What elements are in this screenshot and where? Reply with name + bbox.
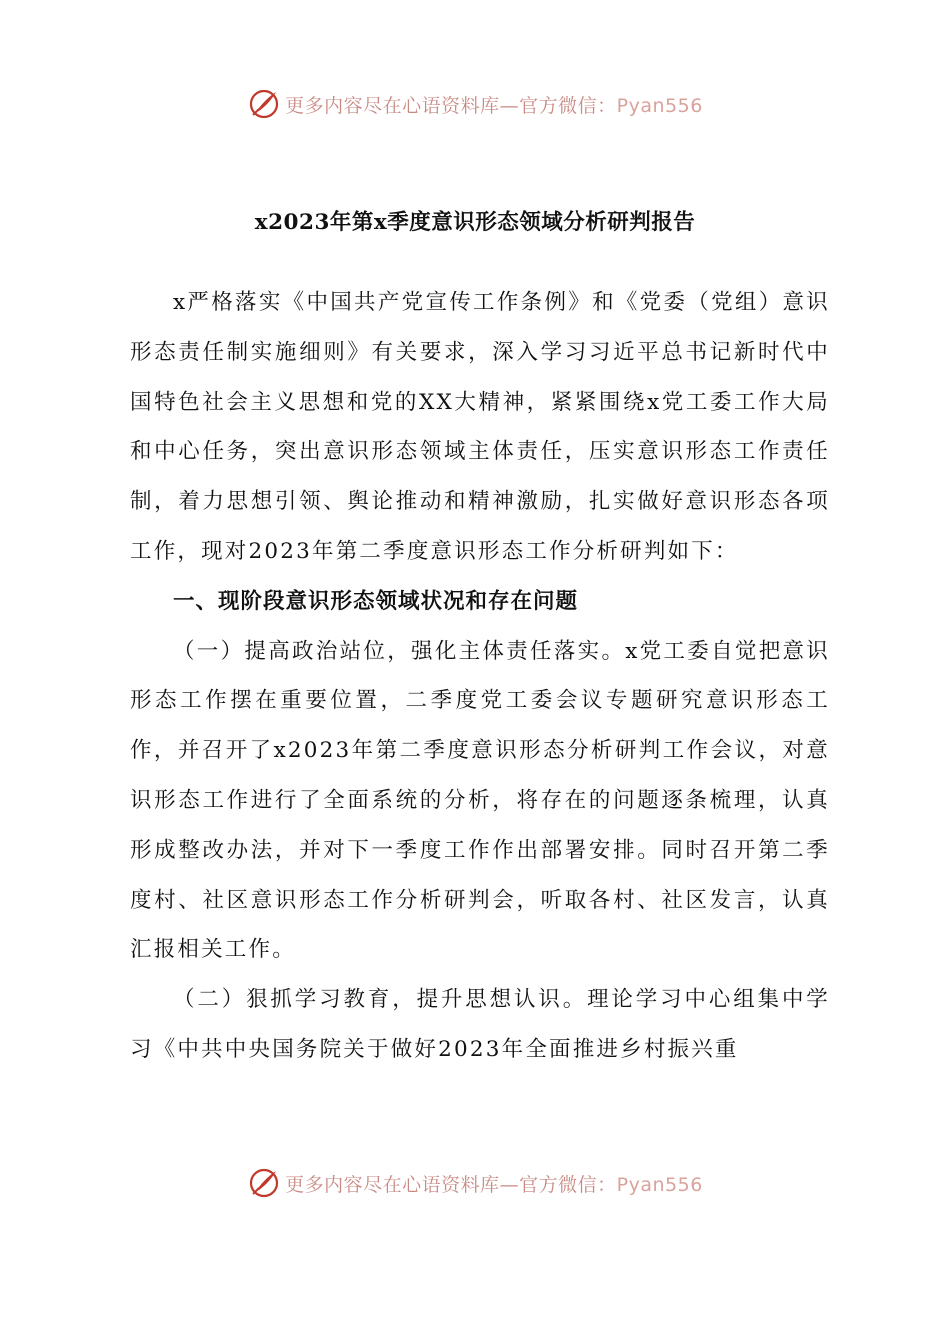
document-body <box>130 278 830 1075</box>
quill-seal-icon <box>247 87 281 121</box>
watermark-text: 更多内容尽在心语资料库—官方微信：Pyan556 <box>285 1173 703 1196</box>
document-title: x2023年第x季度意识形态领域分析研判报告 <box>254 210 696 235</box>
watermark-text: 更多内容尽在心语资料库—官方微信：Pyan556 <box>285 94 703 117</box>
quill-seal-icon <box>247 1166 281 1200</box>
watermark-header <box>0 86 950 122</box>
watermark-footer <box>0 1165 950 1201</box>
intro-paragraph: x严格落实《中国共产党宣传工作条例》和《党委（党组）意识形态责任制实施细则》有关要求，深入学习习近平总书记新时代中国特色社会主义思想和党的XX大精神，紧紧围绕x党工委工作大局和中心任务，突出意识形态领域主体责任，压实意识形态工作责任制，着力思想引领、舆论推动和精神激励，扎实做好意识形态各项工作，现对2023年第二季度意识形态工作分析研判如下： <box>130 290 830 564</box>
section-heading: 一、现阶段意识形态领域状况和存在问题 <box>173 588 579 614</box>
body-paragraph: （一）提高政治站位，强化主体责任落实。x党工委自觉把意识形态工作摆在重要位置，二季度党工委会议专题研究意识形态工作，并召开了x2023年第二季度意识形态分析研判工作会议，对意识形态工作进行了全面系统的分析，将存在的问题逐条梳理，认真形成整改办法，并对下一季度工作作出部署安排。同时召开第二季度村、社区意识形态工作分析研判会，听取各村、社区发言，认真汇报相关工作。 <box>130 638 830 963</box>
body-paragraph: （二）狠抓学习教育，提升思想认识。理论学习中心组集中学习《中共中央国务院关于做好2023年全面推进乡村振兴重 <box>130 987 830 1062</box>
